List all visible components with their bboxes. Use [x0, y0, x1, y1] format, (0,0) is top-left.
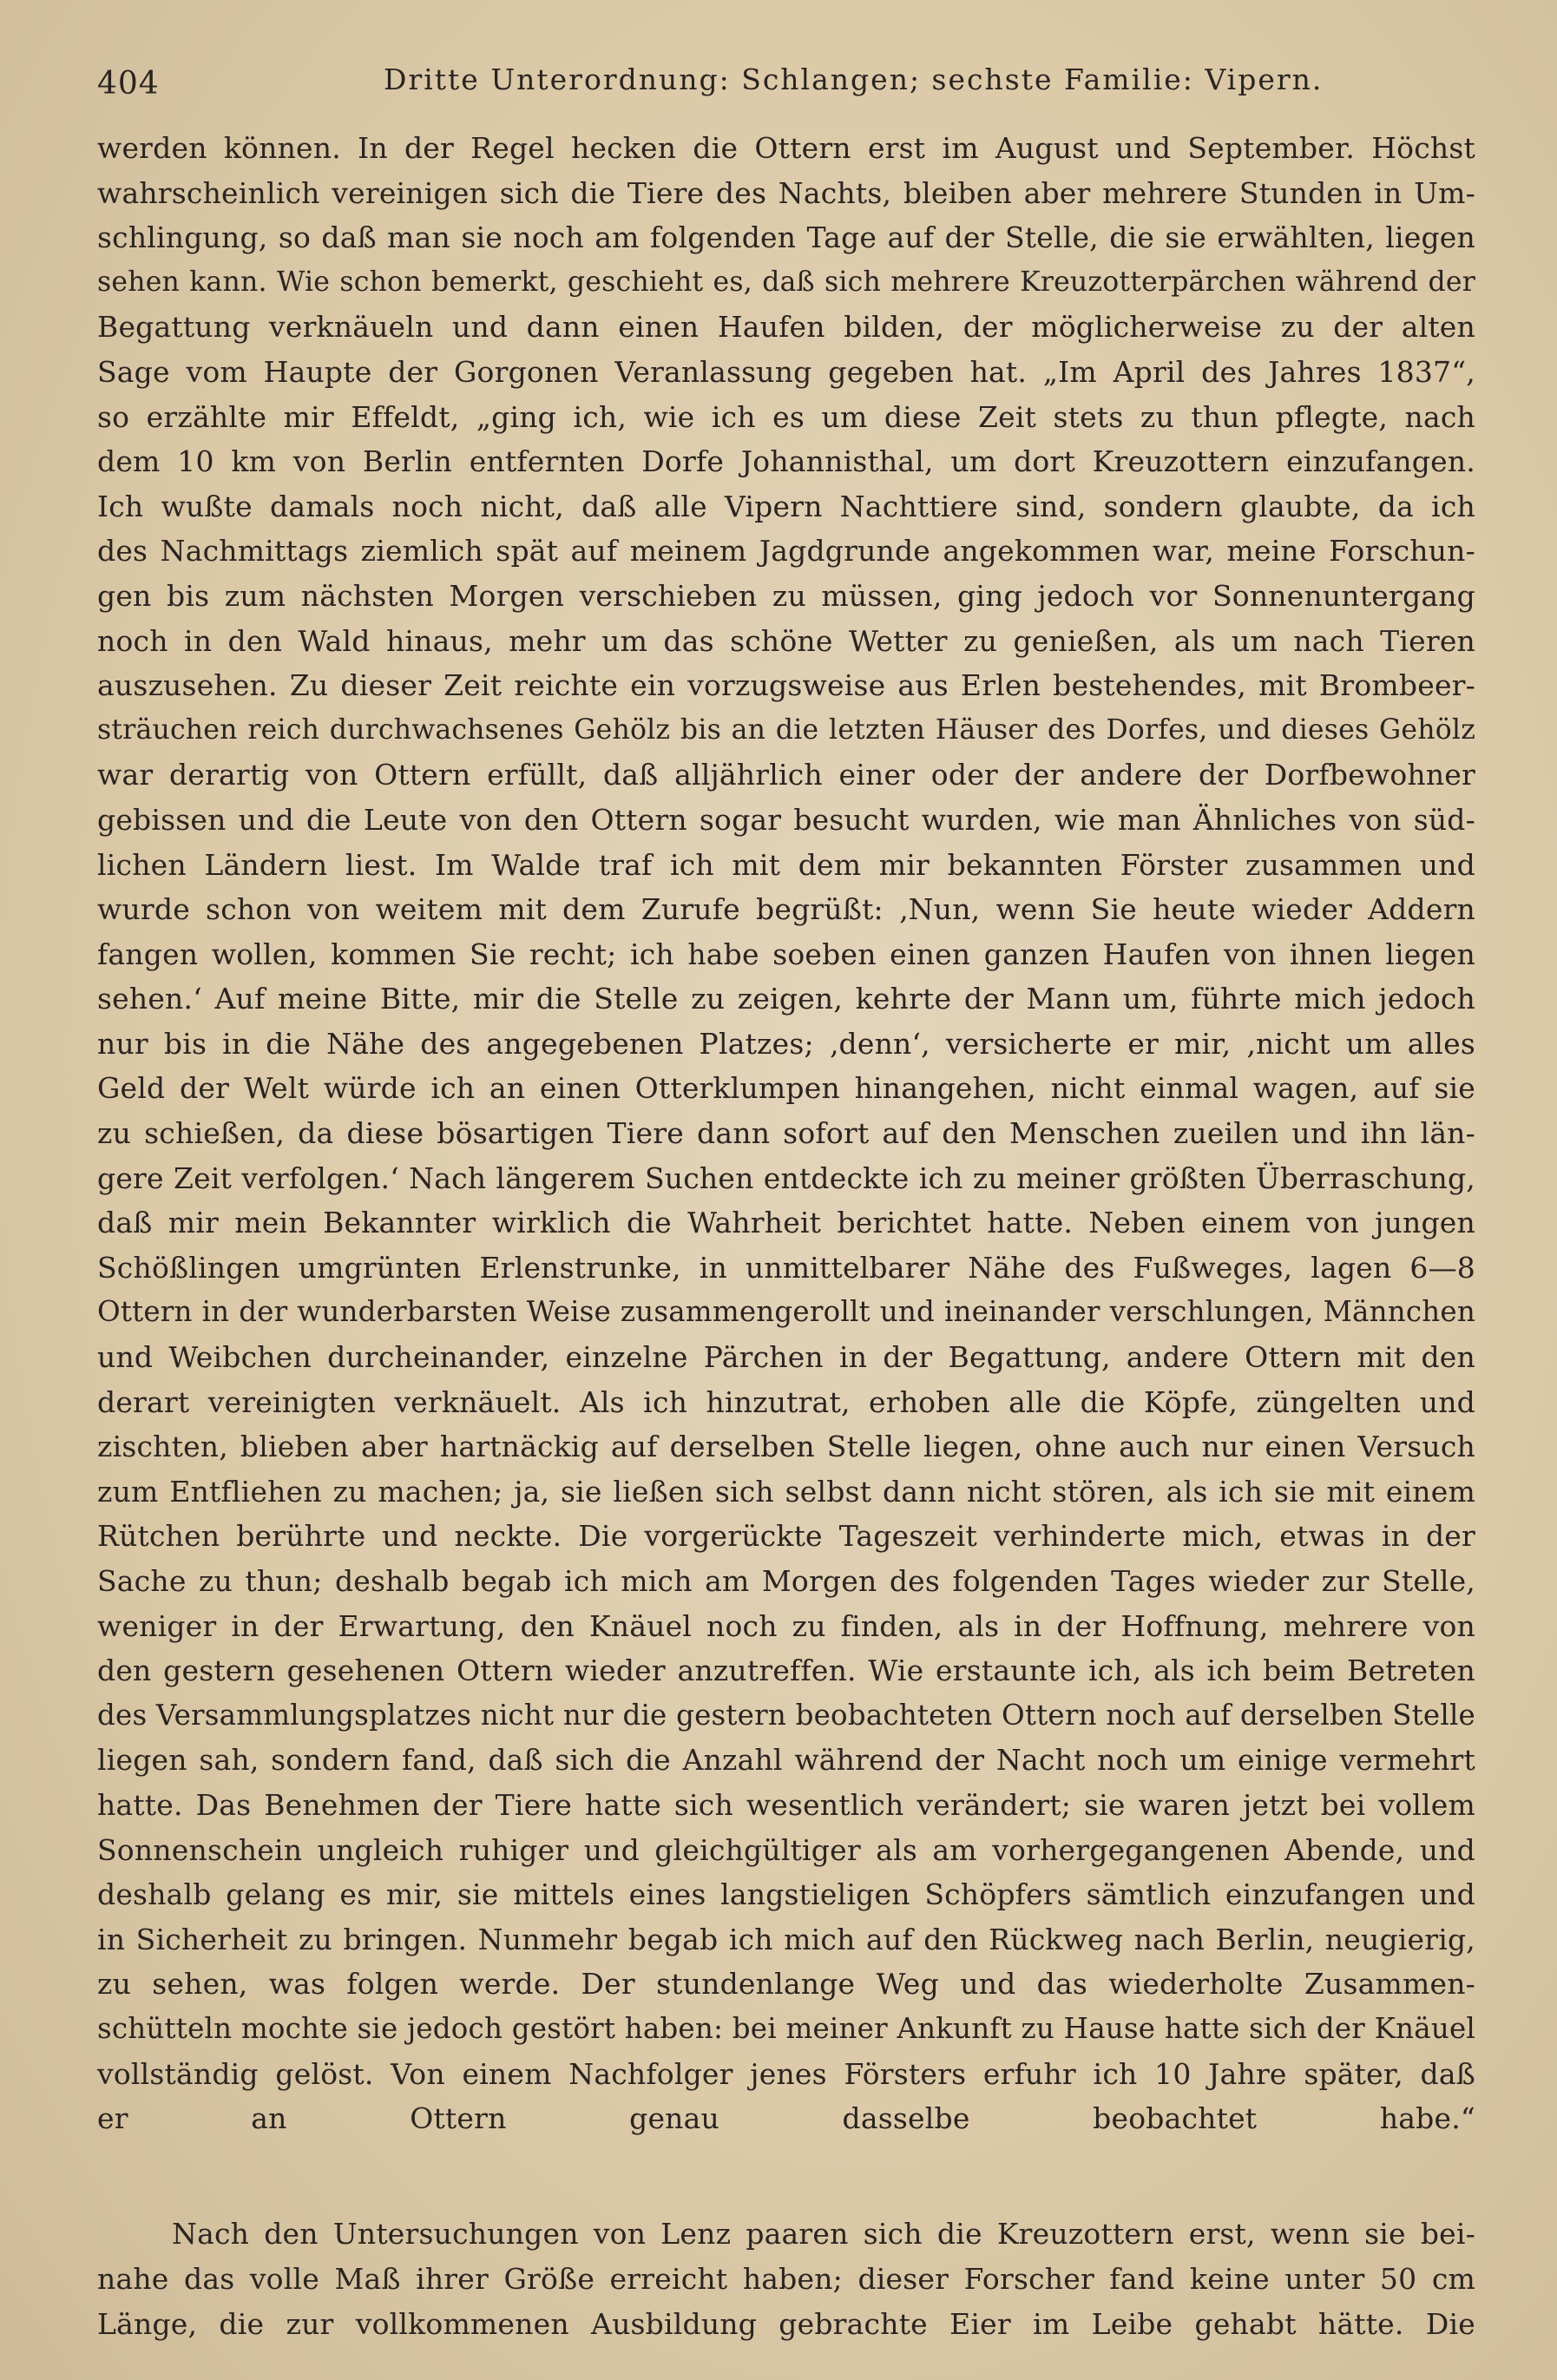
text-line: Nach den Untersuchungen von Lenz paaren sich die Kreuzottern erst, wenn sie bei- — [172, 2217, 1475, 2252]
text-line: werden können. In der Regel hecken die Ottern erst im August und September. Höchst — [97, 131, 1475, 165]
paragraph-1 — [97, 126, 1475, 2186]
text-line: weniger in der Erwartung, den Knäuel noch zu finden, als in der Hoffnung, mehrere von — [97, 1608, 1475, 1643]
text-line: sehen kann. Wie schon bemerkt, geschieht es, daß sich mehrere Kreuzotterpärchen während der — [97, 266, 1475, 298]
text-line: so erzählte mir Effeldt, „ging ich, wie ich es um diese Zeit stets zu thun pflegte, nach — [97, 399, 1475, 434]
text-line: derart vereinigten verknäuelt. Als ich hinzutrat, erhoben alle die Köpfe, züngelten und — [97, 1384, 1475, 1419]
text-line: nur bis in die Nähe des angegebenen Platzes; ‚denn‘, versicherte er mir, ‚nicht um alles — [97, 1026, 1475, 1061]
text-line: schütteln mochte sie jedoch gestört haben: bei meiner Ankunft zu Hause hatte sich der Knäuel — [97, 2011, 1475, 2045]
text-line: Sache zu thun; deshalb begab ich mich am Morgen des folgenden Tages wieder zur Stelle, — [97, 1564, 1475, 1598]
text-line: gen bis zum nächsten Morgen verschieben zu müssen, ging jedoch vor Sonnenuntergang — [97, 578, 1475, 613]
text-line: und Weibchen durcheinander, einzelne Pärchen in der Begattung, andere Ottern mit den — [97, 1340, 1475, 1375]
text-line: gere Zeit verfolgen.‘ Nach längerem Suchen entdeckte ich zu meiner größten Überraschung, — [97, 1160, 1475, 1195]
text-line: Länge, die zur vollkommenen Ausbildung gebrachte Eier im Leibe gehabt hätte. Die — [97, 2306, 1475, 2341]
text-line: zu schießen, da diese bösartigen Tiere dann sofort auf den Menschen zueilen und ihn län- — [97, 1116, 1475, 1151]
text-line: zum Entfliehen zu machen; ja, sie ließen sich selbst dann nicht stören, als ich sie mit einem — [97, 1474, 1475, 1509]
text-line: war derartig von Ottern erfüllt, daß alljährlich einer oder der andere der Dorfbewohner — [97, 758, 1475, 792]
text-line: Rütchen berührte und neckte. Die vorgerückte Tageszeit verhinderte mich, etwas in der — [97, 1519, 1475, 1554]
text-line: sträuchen reich durchwachsenes Gehölz bis an die letzten Häuser des Dorfes, und dieses Gehölz — [97, 713, 1475, 746]
text-line: den gestern gesehenen Ottern wieder anzutreffen. Wie erstaunte ich, als ich beim Betreten — [97, 1654, 1475, 1688]
paragraph-2 — [97, 2212, 1475, 2346]
text-line: schlingung, so daß man sie noch am folgenden Tage auf der Stelle, die sie erwählten, liegen — [97, 220, 1475, 255]
text-line: Sage vom Haupte der Gorgonen Veranlassung gegeben hat. „Im April des Jahres 1837“, — [97, 354, 1475, 389]
text-line: Sonnenschein ungleich ruhiger und gleichgültiger als am vorhergegangenen Abende, und — [97, 1832, 1475, 1867]
text-line: wurde schon von weitem mit dem Zurufe begrüßt: ‚Nun, wenn Sie heute wieder Addern — [97, 892, 1475, 927]
text-line — [97, 2141, 1475, 2186]
text-line: sehen.‘ Auf meine Bitte, mir die Stelle zu zeigen, kehrte der Mann um, führte mich jedoch — [97, 982, 1475, 1016]
text-line: lichen Ländern liest. Im Walde traf ich mit dem mir bekannten Förster zusammen und — [97, 847, 1475, 882]
text-line: Ottern in der wunderbarsten Weise zusammengerollt und ineinander verschlungen, Männchen — [97, 1295, 1475, 1329]
text-line: liegen sah, sondern fand, daß sich die Anzahl während der Nacht noch um einige vermehrt — [97, 1743, 1475, 1778]
text-line: fangen wollen, kommen Sie recht; ich habe soeben einen ganzen Haufen von ihnen liegen — [97, 937, 1475, 971]
text-line: Begattung verknäueln und dann einen Haufen bilden, der möglicherweise zu der alten — [97, 310, 1475, 345]
text-line: zischten, blieben aber hartnäckig auf derselben Stelle liegen, ohne auch nur einen Versuch — [97, 1430, 1475, 1464]
text-line: deshalb gelang es mir, sie mittels eines langstieligen Schöpfers sämtlich einzufangen und — [97, 1877, 1475, 1912]
text-line: gebissen und die Leute von den Ottern sogar besucht wurden, wie man Ähnliches von süd- — [97, 802, 1475, 837]
text-line: hatte. Das Benehmen der Tiere hatte sich wesentlich verändert; sie waren jetzt bei vollem — [97, 1787, 1475, 1822]
paragraph-gap — [97, 2186, 1475, 2212]
text-line: Geld der Welt würde ich an einen Otterklumpen hinangehen, nicht einmal wagen, auf sie — [97, 1071, 1475, 1106]
text-line: des Nachmittags ziemlich spät auf meinem Jagdgrunde angekommen war, meine Forschun- — [97, 534, 1475, 569]
text-line: Ich wußte damals noch nicht, daß alle Vipern Nachttiere sind, sondern glaubte, da ich — [97, 489, 1475, 523]
text-line: vollständig gelöst. Von einem Nachfolger jenes Försters erfuhr ich 10 Jahre später, daß — [97, 2056, 1475, 2091]
text-line: Schößlingen umgrünten Erlenstrunke, in unmittelbarer Nähe des Fußweges, lagen 6—8 — [97, 1250, 1475, 1285]
body-text — [97, 126, 1475, 2346]
text-line: nahe das volle Maß ihrer Größe erreicht haben; dieser Forscher fand keine unter 50 cm — [97, 2261, 1475, 2296]
page-header — [97, 59, 1486, 111]
page-number: 404 — [97, 66, 160, 102]
text-line: auszusehen. Zu dieser Zeit reichte ein vorzugsweise aus Erlen bestehendes, mit Brombeer- — [97, 668, 1475, 703]
text-line: er an Ottern genau dasselbe beobachtet habe.“ — [97, 2101, 1475, 2136]
text-line: daß mir mein Bekannter wirklich die Wahrheit berichtet hatte. Neben einem von jungen — [97, 1206, 1475, 1240]
text-line: wahrscheinlich vereinigen sich die Tiere des Nachts, bleiben aber mehrere Stunden in Um- — [97, 175, 1475, 210]
text-line: noch in den Wald hinaus, mehr um das schöne Wetter zu genießen, als um nach Tieren — [97, 623, 1475, 658]
running-head: Dritte Unterordnung: Schlangen; sechste Familie: Vipern. — [384, 62, 1324, 96]
text-line: des Versammlungsplatzes nicht nur die gestern beobachteten Ottern noch auf derselben Stelle — [97, 1698, 1475, 1732]
text-line: in Sicherheit zu bringen. Nunmehr begab ich mich auf den Rückweg nach Berlin, neugierig, — [97, 1922, 1475, 1956]
text-line: zu sehen, was folgen werde. Der stundenlange Weg und das wiederholte Zusammen- — [97, 1967, 1475, 2002]
text-line: dem 10 km von Berlin entfernten Dorfe Johannisthal, um dort Kreuzottern einzufangen. — [97, 444, 1475, 479]
